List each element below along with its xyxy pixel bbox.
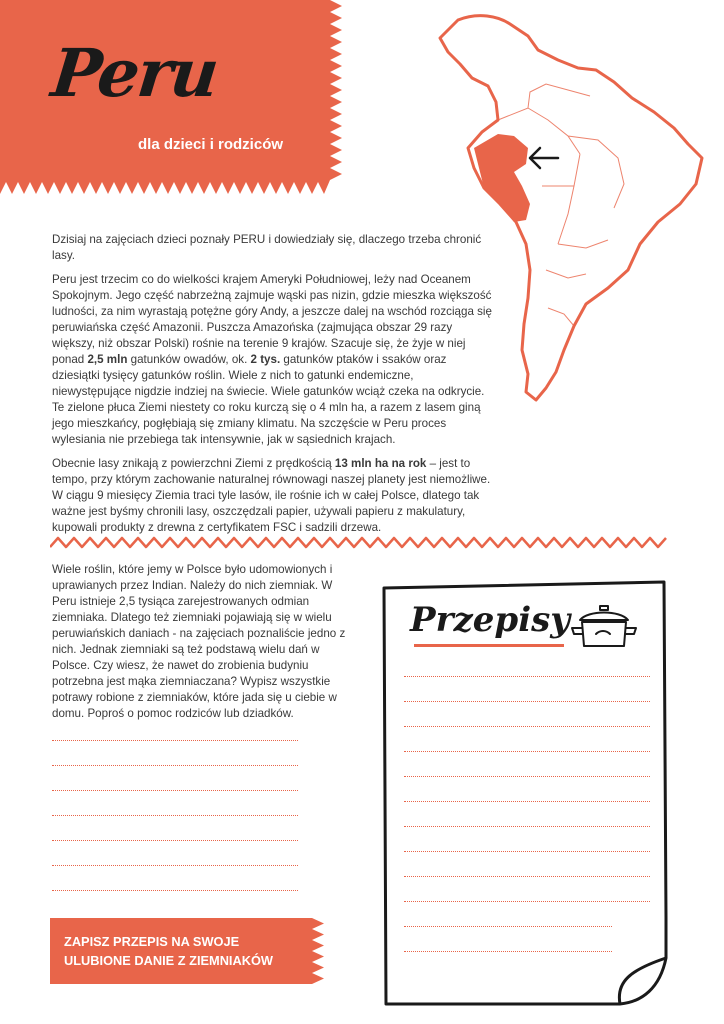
recipe-line[interactable]: [404, 801, 650, 802]
recipe-line[interactable]: [404, 901, 650, 902]
cooking-pot-icon: [568, 600, 640, 652]
answer-line[interactable]: [52, 765, 298, 766]
recipe-line[interactable]: [404, 751, 650, 752]
recipe-line[interactable]: [404, 876, 650, 877]
recipes-title-underline: [414, 644, 564, 647]
answer-line[interactable]: [52, 740, 298, 741]
answer-line[interactable]: [52, 890, 298, 891]
recipe-line[interactable]: [404, 726, 650, 727]
recipes-title: Przepisy: [410, 600, 571, 640]
answer-line[interactable]: [52, 840, 298, 841]
recipe-line[interactable]: [404, 926, 612, 927]
recipe-line[interactable]: [404, 951, 612, 952]
page-title: Peru: [47, 34, 221, 112]
intro-paragraph-2: Peru jest trzecim co do wielkości krajem Ameryki Południowej, leży nad Oceanem Spokojnym. Jego część nabrzeżną zajmuje wąski pas nizin, gdzie mieszka większość ludności, za nim wyrastają potężne góry Andy, a jeszcze dalej na wschód rozciąga się peruwiańska część Amazonii. Puszcza Amazońska (zajmująca obszar 29 razy większy, niż obszar Polski) rośnie na terenie 9 krajów. Szacuje się, że żyje w niej ponad 2,5 mln gatunków owadów, ok. 2 tys. gatunków ptaków i ssaków oraz dziesiątki tysięcy gatunków roślin. Wiele z nich to gatunki endemiczne, niewystępujące nigdzie indziej na świecie. Wiele gatunków wciąż czeka na odkrycie. Te zielone płuca Ziemi niestety co roku kurczą się o 4 mln ha, a razem z lasem giną jego mieszkańcy, pogłębiają się zmiany klimatu. Na szczęście w Peru proces wylesiania nie przebiega tak intensywnie, jak w sąsiednich krajach.: [52, 273, 492, 446]
recipe-line[interactable]: [404, 701, 650, 702]
zigzag-divider: [50, 534, 672, 552]
recipe-line[interactable]: [404, 851, 650, 852]
answer-line[interactable]: [52, 865, 298, 866]
potato-text: Wiele roślin, które jemy w Polsce było udomowionych i uprawianych przez Indian. Należy do nich ziemniak. W Peru istnieje 2,5 tysiąca zarejestrowanych odmian ziemniaka. Dlatego też ziemniaki pojawiają się w wielu peruwiańskich daniach - na zajęciach poznaliście jedno z nich. Jednak ziemniaki są też podstawą wielu dań w Polsce. Czy wiesz, że nawet do zrobienia budyniu potrzebna jest mąka ziemniaczana? Wypisz wszystkie potrawy robione z ziemniaków, które jada się u ciebie w domu. Poproś o pomoc rodziców lub dziadków.: [52, 563, 346, 720]
recipe-line[interactable]: [404, 776, 650, 777]
recipe-line[interactable]: [404, 676, 650, 677]
recipe-line[interactable]: [404, 826, 650, 827]
intro-paragraph-1: Dzisiaj na zajęciach dzieci poznały PERU i dowiedziały się, dlaczego trzeba chronić lasy.: [52, 233, 482, 262]
answer-lines: [52, 740, 298, 891]
answer-line[interactable]: [52, 815, 298, 816]
recipe-lines: [404, 676, 650, 952]
page-subtitle: dla dzieci i rodziców: [138, 136, 284, 153]
answer-line[interactable]: [52, 790, 298, 791]
peru-highlight: [474, 134, 530, 222]
cta-text: [64, 932, 273, 970]
cta-line-2: ULUBIONE DANIE Z ZIEMNIAKÓW: [64, 953, 274, 968]
arrow-left-icon: [530, 148, 558, 168]
intro-text: [52, 232, 492, 544]
cta-line-1: ZAPISZ PRZEPIS NA SWOJE: [64, 934, 240, 949]
intro-paragraph-3: Obecnie lasy znikają z powierzchni Ziemi z prędkością 13 mln ha na rok – jest to tempo, przy którym zachowanie naturalnej równowagi naszej planety jest niemożliwe. W ciągu 9 miesięcy Ziemia traci tyle lasów, ile rośnie ich w całej Polsce, dlatego tak ważne jest byśmy chronili lasy, oszczędzali papier, używali papieru z makulatury, kupowali produkty z drewna z certyfikatem FSC i sadzili drzewa.: [52, 457, 491, 534]
